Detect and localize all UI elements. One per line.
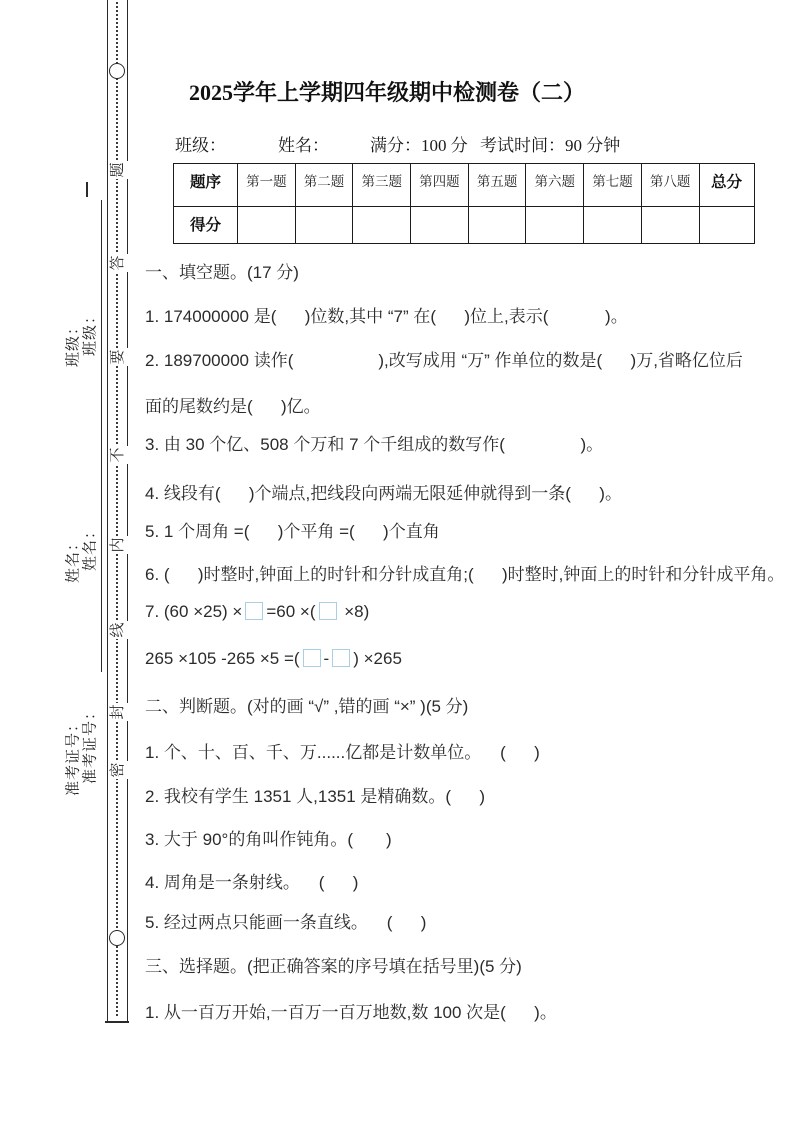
question-col-header: 第六题 bbox=[526, 164, 584, 207]
page-title: 2025学年上学期四年级期中检测卷（二） bbox=[188, 80, 585, 105]
section-choice-heading: 三、选择题。(把正确答案的序号填在括号里)(5 分) bbox=[145, 957, 522, 976]
question-col-header: 第八题 bbox=[641, 164, 699, 207]
seal-class-label: 班级： bbox=[82, 307, 99, 357]
judge-question-4: 4. 周角是一条射线。 ( ) bbox=[145, 873, 359, 892]
score-row-label: 得分 bbox=[174, 207, 238, 244]
score-cell bbox=[584, 207, 642, 244]
seal-circle-icon bbox=[109, 930, 125, 946]
seal-char: 封 bbox=[110, 704, 126, 720]
question-col-header: 第五题 bbox=[468, 164, 526, 207]
question-col-header: 第四题 bbox=[411, 164, 469, 207]
seal-char: 线 bbox=[110, 622, 126, 638]
seal-char: 内 bbox=[110, 537, 126, 553]
question-col-header: 第二题 bbox=[295, 164, 353, 207]
seal-fields-underline bbox=[101, 200, 102, 672]
judge-question-1: 1. 个、十、百、千、万......亿都是计数单位。 ( ) bbox=[145, 743, 540, 762]
fill-question-2-line1: 2. 189700000 读作( ),改写成用 “万” 作单位的数是( )万,省略亿位后 bbox=[145, 351, 743, 370]
score-cell bbox=[295, 207, 353, 244]
seal-name-label: 姓名： bbox=[82, 522, 99, 572]
class-blank-label: 班级： bbox=[175, 136, 226, 155]
answer-box bbox=[332, 649, 350, 667]
score-cell bbox=[641, 207, 699, 244]
seal-char: 不 bbox=[110, 447, 126, 463]
score-table bbox=[173, 163, 755, 244]
section-fill-heading: 一、填空题。(17 分) bbox=[145, 263, 299, 282]
seal-dotted-line bbox=[116, 2, 118, 1016]
score-table-header-row bbox=[174, 164, 755, 207]
judge-question-5: 5. 经过两点只能画一条直线。 ( ) bbox=[145, 913, 427, 932]
seal-char: 答 bbox=[110, 255, 126, 271]
seal-border-line-left bbox=[107, 0, 108, 1022]
seal-char: 题 bbox=[110, 162, 126, 178]
full-score-label: 满分：100 分 bbox=[370, 136, 468, 155]
equation-text: - bbox=[323, 649, 330, 668]
equation-text: ) ×265 bbox=[353, 649, 402, 668]
equation-text: 265 ×105 -265 ×5 =( bbox=[145, 649, 300, 668]
fill-question-7-line1 bbox=[145, 601, 791, 623]
score-cell bbox=[353, 207, 411, 244]
choice-question-1: 1. 从一百万开始,一百万一百万地数,数 100 次是( )。 bbox=[145, 1003, 557, 1022]
seal-name-label-copy: 姓名： bbox=[65, 534, 82, 584]
question-order-header: 题序 bbox=[174, 164, 238, 207]
equation-text: =60 ×( bbox=[266, 602, 316, 621]
fill-question-3: 3. 由 30 个亿、508 个万和 7 个千组成的数写作( )。 bbox=[145, 435, 604, 454]
equation-text: ×8) bbox=[339, 602, 370, 621]
exam-info-row bbox=[143, 131, 793, 155]
section-judge-heading: 二、判断题。(对的画 “√” ,错的画 “×” )(5 分) bbox=[145, 697, 469, 716]
question-col-header: 第三题 bbox=[353, 164, 411, 207]
seal-class-label-copy: 班级： bbox=[65, 318, 82, 368]
seal-field-underline-short bbox=[86, 182, 88, 197]
seal-char: 要 bbox=[110, 349, 126, 365]
answer-box bbox=[303, 649, 321, 667]
seal-char: 密 bbox=[110, 762, 126, 778]
exam-time-label: 考试时间：90 分钟 bbox=[480, 136, 621, 155]
seal-margin-strip bbox=[0, 0, 143, 1122]
score-cell bbox=[468, 207, 526, 244]
score-cell bbox=[411, 207, 469, 244]
answer-box bbox=[245, 602, 263, 620]
answer-box bbox=[319, 602, 337, 620]
score-table-score-row bbox=[174, 207, 755, 244]
fill-question-2-line2: 面的尾数约是( )亿。 bbox=[145, 397, 321, 416]
name-blank-label: 姓名： bbox=[278, 136, 329, 155]
question-col-header: 第一题 bbox=[238, 164, 296, 207]
question-col-header: 第七题 bbox=[584, 164, 642, 207]
fill-question-6: 6. ( )时整时,钟面上的时针和分针成直角;( )时整时,钟面上的时针和分针成平角。 bbox=[145, 565, 785, 584]
fill-question-4: 4. 线段有( )个端点,把线段向两端无限延伸就得到一条( )。 bbox=[145, 484, 622, 503]
judge-question-3: 3. 大于 90°的角叫作钝角。( ) bbox=[145, 830, 392, 849]
score-cell bbox=[526, 207, 584, 244]
judge-question-2: 2. 我校有学生 1351 人,1351 是精确数。( ) bbox=[145, 787, 486, 806]
exam-content bbox=[143, 0, 793, 1122]
score-cell bbox=[699, 207, 754, 244]
seal-border-line-right bbox=[127, 0, 128, 1022]
fill-question-1: 1. 174000000 是( )位数,其中 “7” 在( )位上,表示( )。 bbox=[145, 307, 628, 326]
total-score-header: 总分 bbox=[699, 164, 754, 207]
seal-border-bottom-cap bbox=[105, 1021, 129, 1023]
fill-question-5: 5. 1 个周角 =( )个平角 =( )个直角 bbox=[145, 522, 440, 541]
seal-admission-no-label: 准考证号： bbox=[82, 703, 99, 785]
score-cell bbox=[238, 207, 296, 244]
equation-text: 7. (60 ×25) × bbox=[145, 602, 243, 621]
seal-circle-icon bbox=[109, 63, 125, 79]
seal-admission-no-label-copy: 准考证号： bbox=[65, 715, 82, 797]
fill-question-7-line2 bbox=[145, 648, 791, 670]
